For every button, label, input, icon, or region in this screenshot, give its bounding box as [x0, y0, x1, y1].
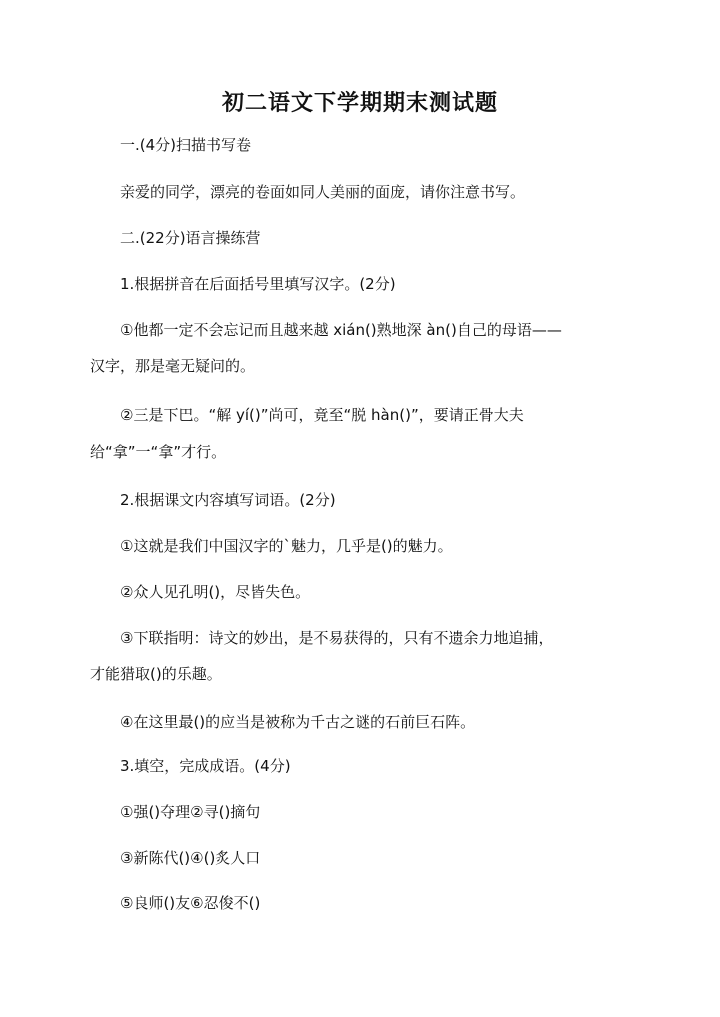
question-1-heading: 1.根据拼音在后面括号里填写汉字。(2分) — [120, 275, 396, 293]
question-line: ①这就是我们中国汉字的`魅力，几乎是()的魅力。 — [120, 537, 453, 555]
section-heading-2: 二.(22分)语言操练营 — [120, 229, 261, 247]
question-line: ②众人见孔明()，尽皆失色。 — [120, 583, 311, 601]
question-line-continued: 才能猎取()的乐趣。 — [90, 665, 222, 683]
question-2-heading: 2.根据课文内容填写词语。(2分) — [120, 491, 336, 509]
question-3-heading: 3.填空，完成成语。(4分) — [120, 757, 291, 775]
question-line: ④在这里最()的应当是被称为千古之谜的石前巨石阵。 — [120, 713, 476, 731]
idiom-line: ⑤良师()友⑥忍俊不() — [120, 894, 261, 912]
paragraph-line: 亲爱的同学，漂亮的卷面如同人美丽的面庞，请你注意书写。 — [120, 183, 526, 201]
question-line: ③下联指明：诗文的妙出，是不易获得的，只有不遗余力地追捕， — [120, 629, 554, 647]
question-line-continued: 汉字，那是毫无疑问的。 — [90, 357, 256, 375]
question-line-continued: 给“拿”一“拿”才行。 — [90, 443, 227, 461]
idiom-line: ③新陈代()④()炙人口 — [120, 849, 261, 867]
question-line: ②三是下巴。“解 yí()”尚可，竟至“脱 hàn()”，要请正骨大夫 — [120, 406, 524, 424]
page-title: 初二语文下学期期末测试题 — [221, 90, 498, 116]
question-line: ①他都一定不会忘记而且越来越 xián()熟地深 àn()自己的母语—— — [120, 321, 562, 339]
idiom-line: ①强()夺理②寻()摘句 — [120, 803, 261, 821]
section-heading-1: 一.(4分)扫描书写卷 — [120, 136, 252, 154]
